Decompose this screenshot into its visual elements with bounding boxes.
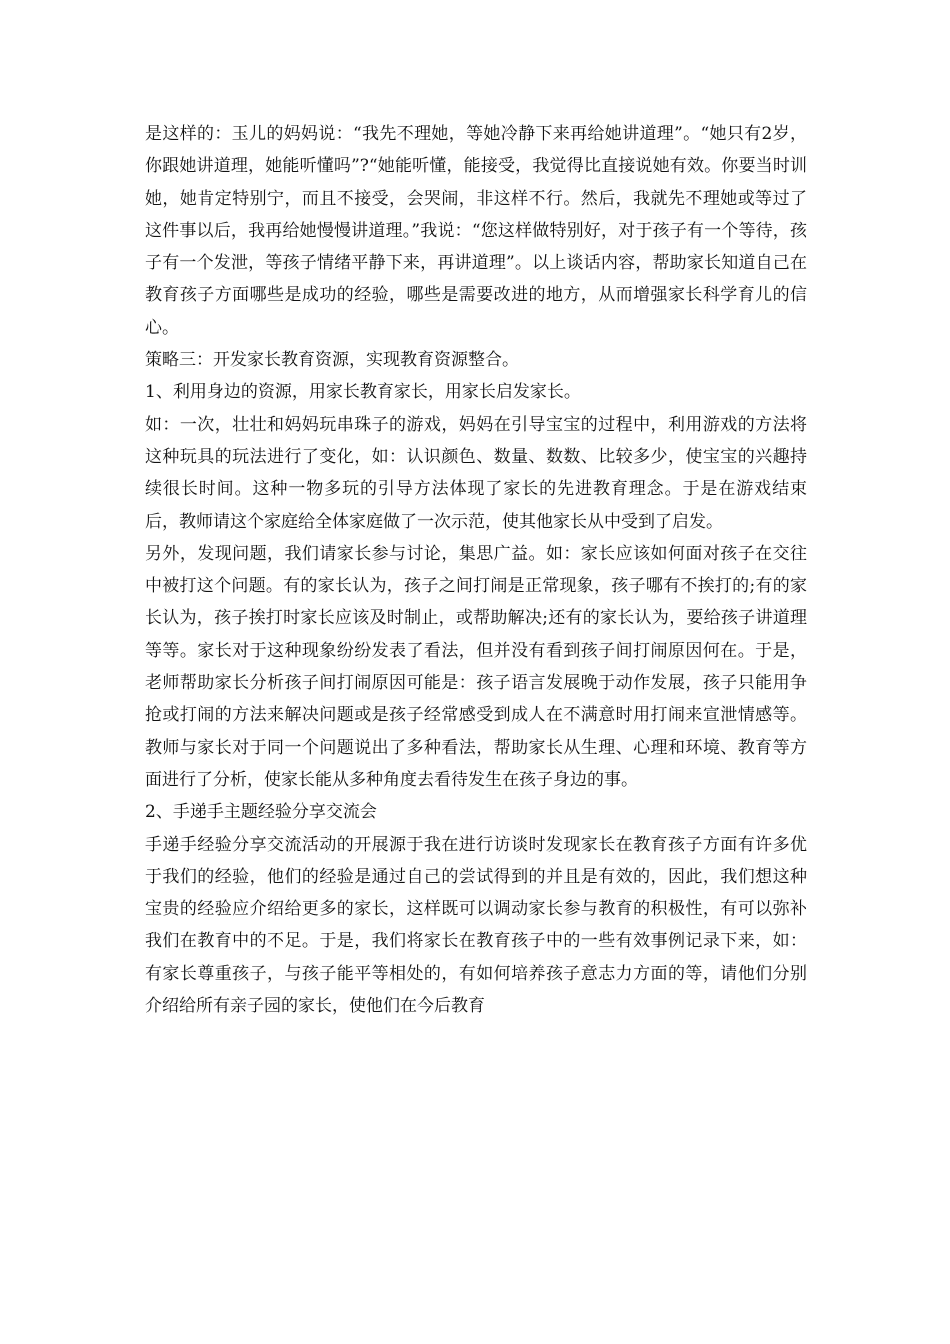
- document-body: [145, 118, 807, 1022]
- subheading-experience-sharing: 2、手递手主题经验分享交流会: [145, 802, 377, 823]
- paragraph-discussion: 另外，发现问题，我们请家长参与讨论，集思广益。如：家长应该如何面对孩子在交往中被打这个问题。有的家长认为，孩子之间打闹是正常现象，孩子哪有不挨打的;有的家长认为，孩子挨打时家长应该及时制止，或帮助解决;还有的家长认为，要给孩子讲道理等等。家长对于这种现象纷纷发表了看法，但并没有看到孩子间打闹原因何在。于是，老师帮助家长分析孩子间打闹原因可能是：孩子语言发展晚于动作发展，孩子只能用争抢或打闹的方法来解决问题或是孩子经常感受到成人在不满意时用打闹来宣泄情感等。教师与家长对于同一个问题说出了多种看法，帮助家长从生理、心理和环境、教育等方面进行了分析，使家长能从多种角度去看待发生在孩子身边的事。: [145, 543, 807, 790]
- paragraph-conversation: 是这样的：玉儿的妈妈说：“我先不理她，等她冷静下来再给她讲道理”。“她只有2岁，你跟她讲道理，她能听懂吗”?“她能听懂，能接受，我觉得比直接说她有效。你要当时训她，她肯定特别宁，而且不接受，会哭闹，非这样不行。然后，我就先不理她或等过了这件事以后，我再给她慢慢讲道理。”我说：“您这样做特别好，对于孩子有一个等待，孩子有一个发泄，等孩子情绪平静下来，再讲道理”。以上谈话内容，帮助家长知道自己在教育孩子方面哪些是成功的经验，哪些是需要改进的地方，从而增强家长科学育儿的信心。: [145, 124, 807, 338]
- subheading-use-resources: 1、利用身边的资源，用家长教育家长，用家长启发家长。: [145, 382, 581, 403]
- paragraph-bead-game: 如：一次，壮壮和妈妈玩串珠子的游戏，妈妈在引导宝宝的过程中，利用游戏的方法将这种玩具的玩法进行了变化，如：认识颜色、数量、数数、比较多少，使宝宝的兴趣持续很长时间。这种一物多玩的引导方法体现了家长的先进教育理念。于是在游戏结束后，教师请这个家庭给全体家庭做了一次示范，使其他家长从中受到了启发。: [145, 414, 807, 532]
- paragraph-sharing-activity: 手递手经验分享交流活动的开展源于我在进行访谈时发现家长在教育孩子方面有许多优于我们的经验，他们的经验是通过自己的尝试得到的并且是有效的，因此，我们想这种宝贵的经验应介绍给更多的家长，这样既可以调动家长参与教育的积极性，有可以弥补我们在教育中的不足。于是，我们将家长在教育孩子中的一些有效事例记录下来，如：有家长尊重孩子，与孩子能平等相处的，有如何培养孩子意志力方面的等，请他们分别介绍给所有亲子园的家长，使他们在今后教育: [145, 834, 807, 1017]
- heading-strategy-three: 策略三：开发家长教育资源，实现教育资源整合。: [145, 350, 519, 371]
